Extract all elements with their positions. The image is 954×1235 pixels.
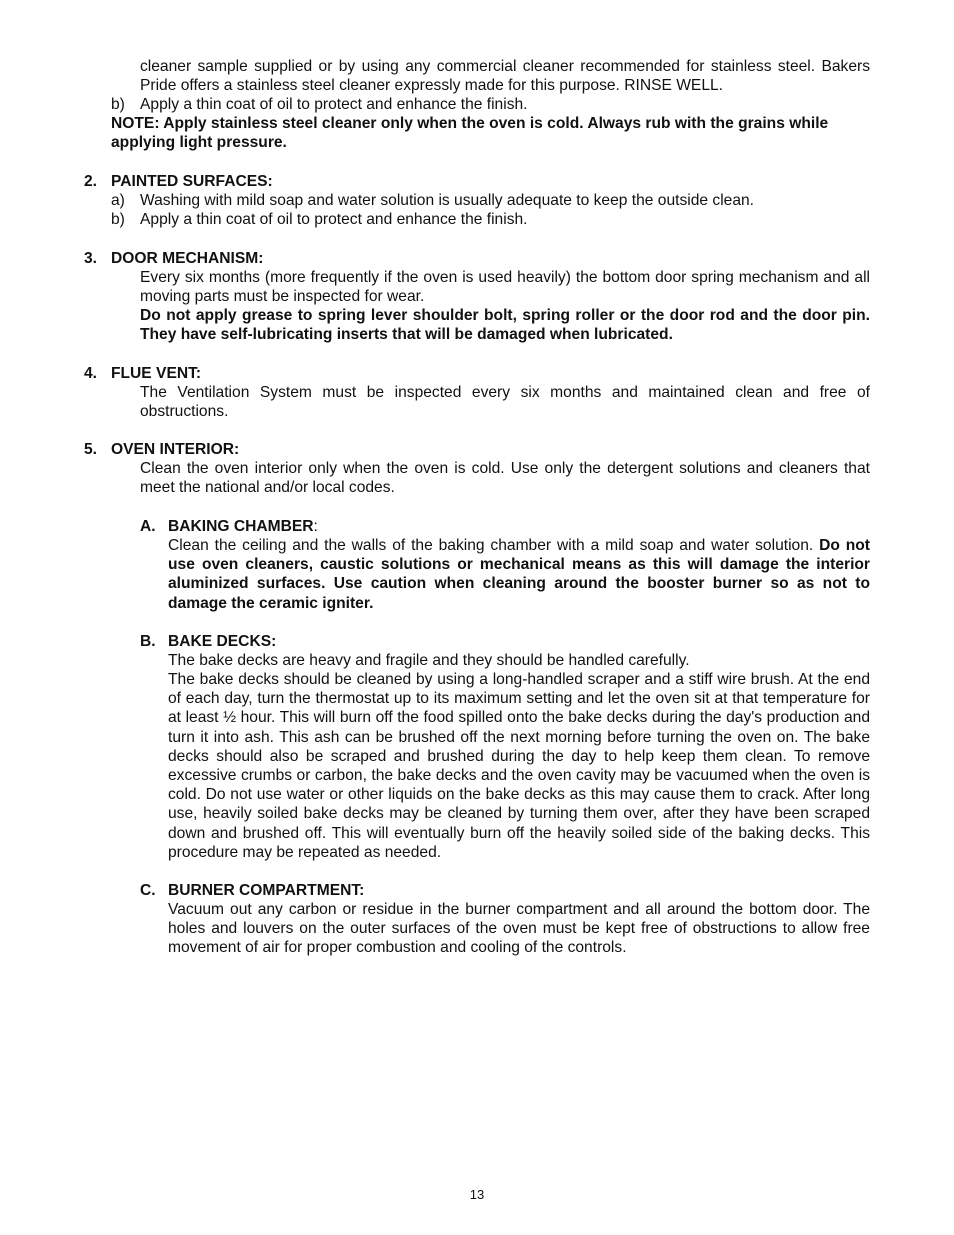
- subsection-a-heading: BAKING CHAMBER:: [168, 518, 318, 535]
- baking-chamber-warning: Do not use oven cleaners, caustic solutions or mechanical means as this will damage the interior aluminized surfaces. Use caution when cleaning around the booster burner so as not to damage the ceramic igniter.: [168, 537, 870, 612]
- subsection-c-heading: BURNER COMPARTMENT:: [168, 882, 365, 899]
- bake-decks-intro: The bake decks are heavy and fragile and they should be handled carefully.: [168, 652, 690, 669]
- oven-interior-paragraph: Clean the oven interior only when the oven is cold. Use only the detergent solutions and cleaners that meet the national and/or local codes.: [140, 460, 870, 497]
- item-b-label: b): [111, 96, 125, 113]
- section-3-number: 3.: [84, 250, 98, 267]
- section-4-heading: FLUE VENT:: [111, 365, 202, 382]
- section-4-number: 4.: [84, 365, 98, 382]
- stainless-cleaner-paragraph: cleaner sample supplied or by using any commercial cleaner recommended for stainless steel. Bakers Pride offers a stainless steel cleaner expressly made for this purpose. RINSE WELL.: [140, 58, 870, 95]
- burner-compartment-paragraph: Vacuum out any carbon or residue in the burner compartment and all around the bottom door. The holes and louvers on the outer surfaces of the oven must be kept free of obstructions to allow free movement of air for proper combustion and cooling of the controls.: [168, 901, 870, 957]
- subsection-b-label: B.: [140, 633, 156, 650]
- subsection-c-label: C.: [140, 882, 156, 899]
- subsection-a-label: A.: [140, 518, 156, 535]
- door-mechanism-warning: Do not apply grease to spring lever shoulder bolt, spring roller or the door rod and the door pin. They have self-lubricating inserts that will be damaged when lubricated.: [140, 307, 870, 344]
- baking-chamber-text: Clean the ceiling and the walls of the baking chamber with a mild soap and water solution.: [168, 537, 820, 554]
- door-mechanism-paragraph: Every six months (more frequently if the oven is used heavily) the bottom door spring mechanism and all moving parts must be inspected for wear.: [140, 269, 870, 306]
- section-5-number: 5.: [84, 441, 98, 458]
- item-b-text: Apply a thin coat of oil to protect and enhance the finish.: [140, 96, 528, 113]
- item-b-label: b): [111, 211, 125, 228]
- bake-decks-paragraph: The bake decks should be cleaned by using a long-handled scraper and a stiff wire brush. At the end of each day, turn the thermostat up to its maximum setting and let the oven sit at that temperature for at least ½ hour. This will burn off the food spilled onto the bake decks during the day's production and turn it into ash. This ash can be brushed off the next morning before turning the oven on. The bake decks should also be scraped and brushed during the day to help keep them clean. To remove excessive crumbs or carbon, the bake decks and the oven cavity may be vacuumed when the oven is cold. Do not use water or other liquids on the bake decks as this may cause them to crack. After long use, heavily soiled bake decks may be cleaned by turning them over, after they have been scraped down and brushed off. This will eventually burn off the heavily soiled side of the baking decks. This procedure may be repeated as needed.: [168, 671, 870, 861]
- baking-chamber-paragraph: [168, 536, 870, 613]
- section-5-heading: OVEN INTERIOR:: [111, 441, 240, 458]
- section-2-number: 2.: [84, 173, 98, 190]
- item-a-label: a): [111, 192, 125, 209]
- item-a-text: Washing with mild soap and water solution is usually adequate to keep the outside clean.: [140, 192, 755, 209]
- subsection-b-heading: BAKE DECKS:: [168, 633, 277, 650]
- flue-vent-paragraph: The Ventilation System must be inspected every six months and maintained clean and free of obstructions.: [140, 384, 870, 421]
- item-b-text: Apply a thin coat of oil to protect and enhance the finish.: [140, 211, 528, 228]
- section-2-heading: PAINTED SURFACES:: [111, 173, 273, 190]
- section-3-heading: DOOR MECHANISM:: [111, 250, 264, 267]
- page-number: 13: [469, 1187, 485, 1202]
- stainless-note: NOTE: Apply stainless steel cleaner only when the oven is cold. Always rub with the grains while applying light pressure.: [111, 115, 829, 152]
